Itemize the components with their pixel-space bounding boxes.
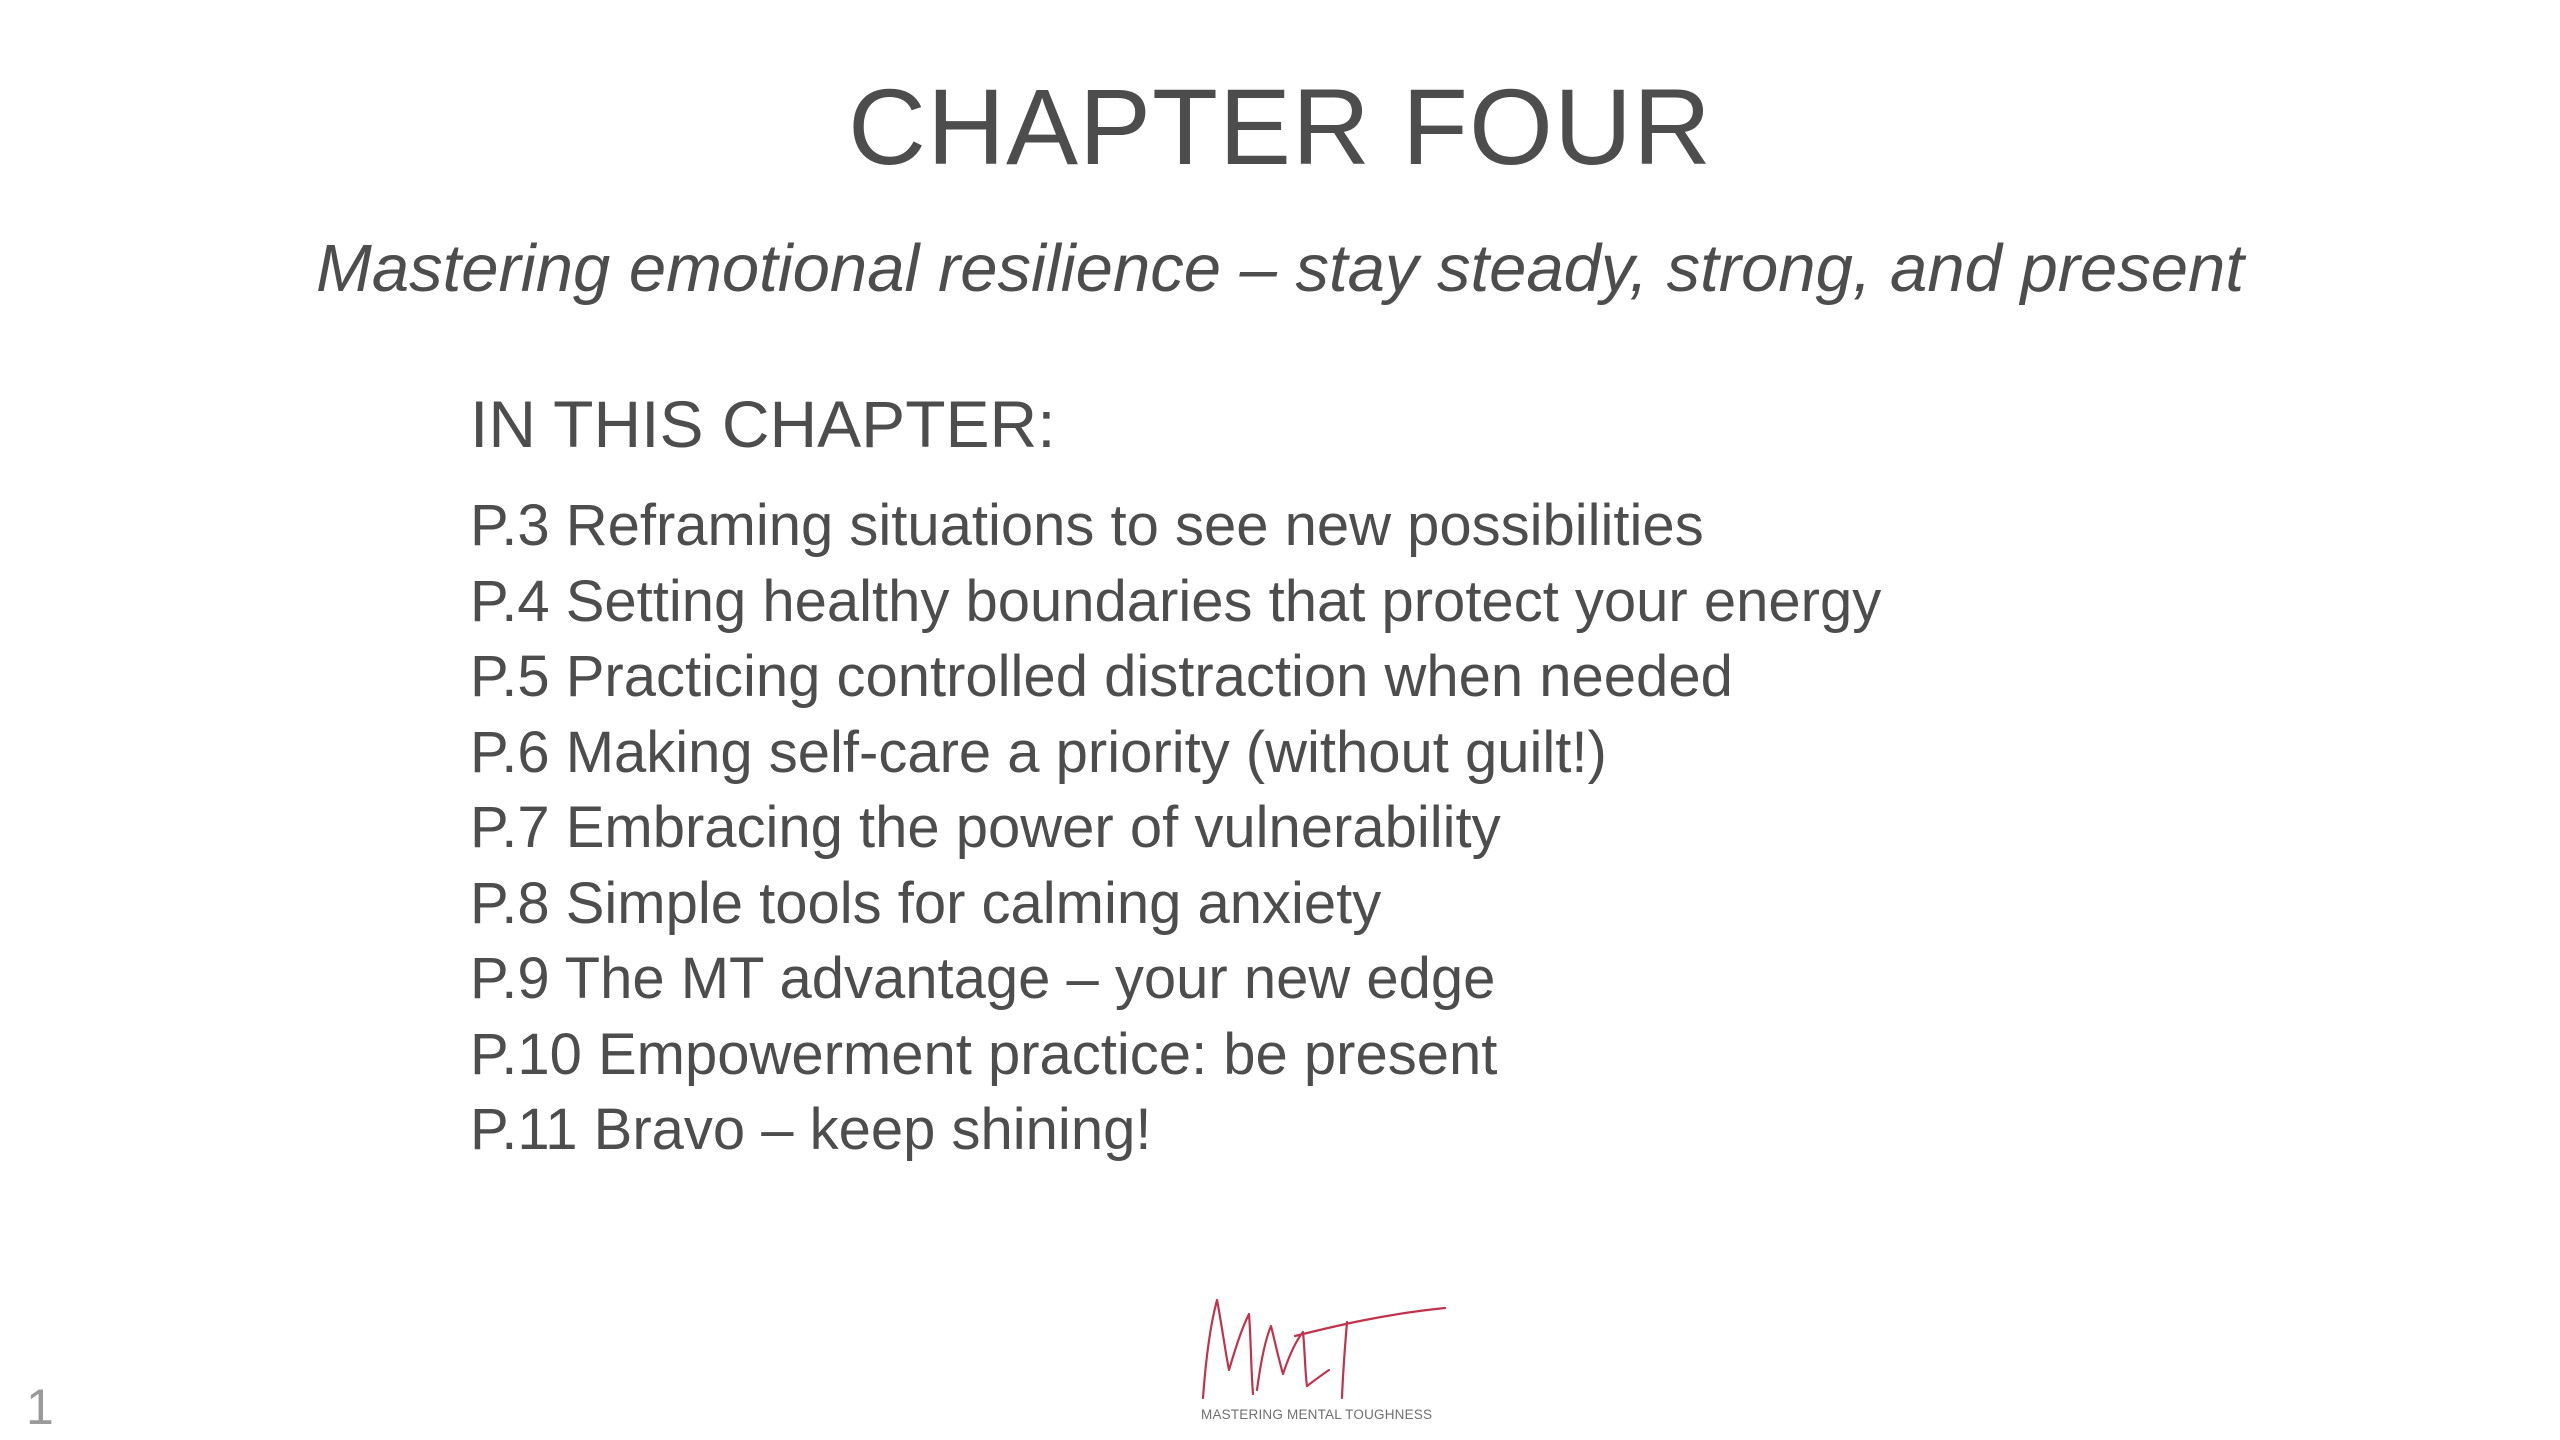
toc-item: P.8 Simple tools for calming anxiety <box>470 870 1382 936</box>
toc-item: P.7 Embracing the power of vulnerability <box>470 795 1501 860</box>
toc-item: P.3 Reframing situations to see new possibilities <box>470 493 1704 558</box>
chapter-subtitle: Mastering emotional resilience – stay steady, strong, and present <box>316 231 2244 306</box>
toc-item: P.11 Bravo – keep shining! <box>470 1097 1152 1162</box>
logo-caption: MASTERING MENTAL TOUGHNESS <box>1201 1407 1433 1422</box>
toc-item: P.4 Setting healthy boundaries that protect your energy <box>470 568 1882 634</box>
toc-item: P.9 The MT advantage – your new edge <box>470 946 1496 1011</box>
mmt-logo <box>1195 1290 1455 1430</box>
page-number: 1 <box>26 1379 54 1435</box>
toc-item: P.6 Making self-care a priority (without guilt!) <box>470 719 1607 785</box>
chapter-title: CHAPTER FOUR <box>847 66 1713 187</box>
toc-item: P.5 Practicing controlled distraction when needed <box>470 644 1733 709</box>
toc-list <box>470 488 1881 1168</box>
toc-item: P.10 Empowerment practice: be present <box>470 1021 1498 1087</box>
toc-heading: IN THIS CHAPTER: <box>470 387 1056 461</box>
mmt-signature-icon <box>1195 1290 1455 1402</box>
